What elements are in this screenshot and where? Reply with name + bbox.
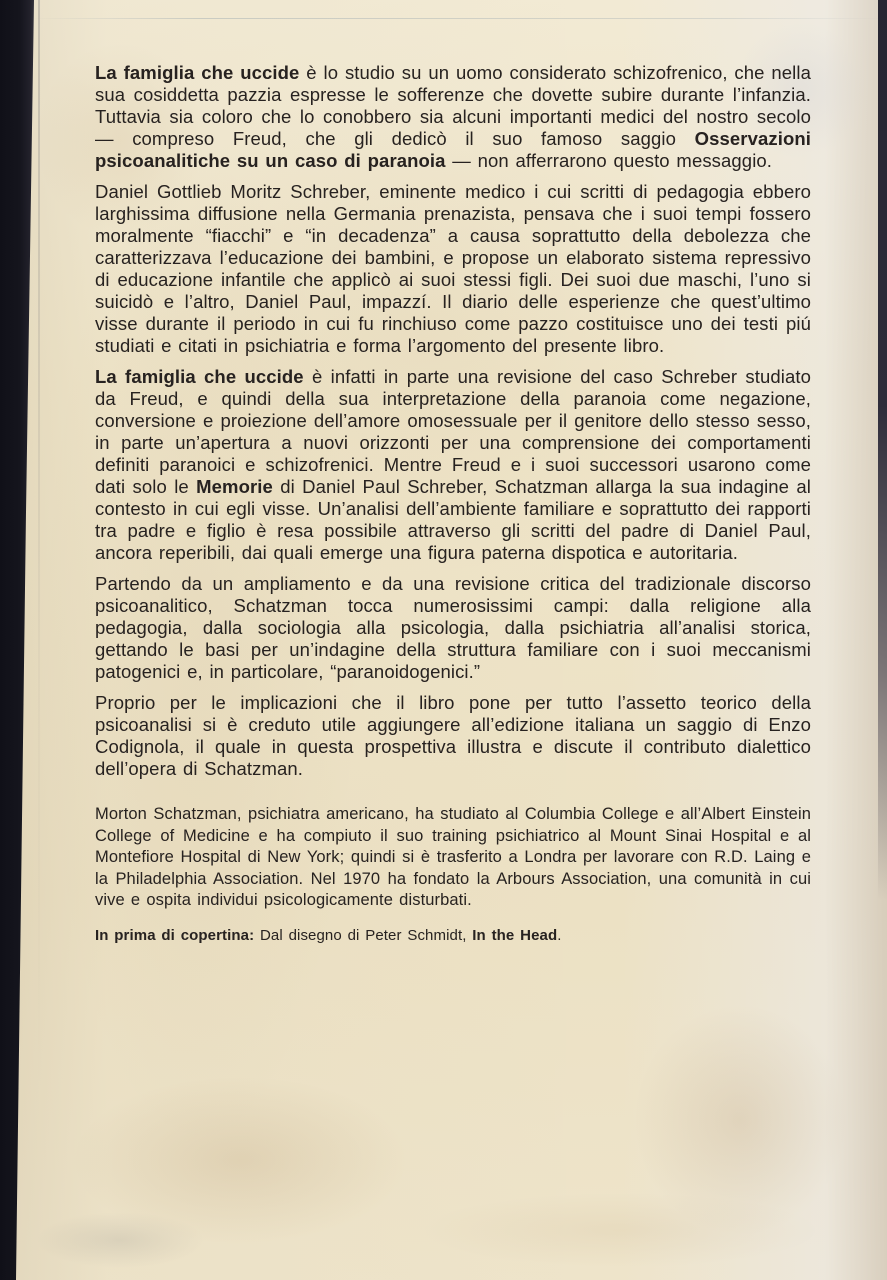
cover-art-credit (95, 926, 811, 946)
text-run: di Daniel Paul Schreber, Schatzman allarga la sua indagine al contesto in cui egli visse. Un’analisi dell’ambiente familiare e soprattutto dei rapporti tra padre e figlio è resa possibile attraverso gli scritti del padre di Daniel Paul, ancora reperibili, dai quali emerge una figura paterna dispotica e autoritaria. (95, 476, 811, 563)
paragraph-synopsis (95, 62, 811, 172)
text-run: è lo studio su un uomo considerato schizofrenico, che nella sua cosiddetta pazzia espresse le sofferenze che dovette subire durante l’infanzia. Tuttavia sia coloro che lo conobbero sia alcuni importanti medici del nostro secolo — compreso Freud, che gli dedicò il suo famoso saggio (95, 62, 811, 149)
text-run: — non afferrarono questo messaggio. (445, 150, 773, 171)
essay-title-text: Osservazioni psicoanalitiche su un caso di paranoia (95, 128, 811, 171)
text-run: Dal disegno di Peter Schmidt, (254, 926, 473, 944)
page-edge-shadow (878, 0, 887, 900)
text-run: Partendo da un ampliamento e da una revisione critica del tradizionale discorso psicoanalitico, Schatzman tocca numerosissimi campi: dalla religione alla pedagogia, dalla sociologia alla psicologia, dalla psichiatria all’analisi storica, gettando le basi per un’indagine della struttura familiare con i suoi meccanismi patogenici e, in particolare, “paranoidogenici.” (95, 573, 811, 682)
hinge-crease-line (38, 0, 40, 1100)
book-title-text: La famiglia che uccide (95, 366, 304, 387)
credit-label: In prima di copertina: (95, 926, 255, 944)
paragraph-scope (95, 573, 811, 683)
memorie-title-text: Memorie (196, 476, 273, 497)
text-run: Proprio per le implicazioni che il libro pone per tutto l’assetto teorico della psicoanalisi si è creduto utile aggiungere all’edizione italiana un saggio di Enzo Codignola, il quale in questa prospettiva illustra e discute il contributo dialettico dell’opera di Schatzman. (95, 692, 811, 779)
back-cover-text (95, 62, 811, 955)
book-title-text: La famiglia che uccide (95, 62, 300, 83)
paragraph-schreber (95, 181, 811, 357)
paragraph-revision (95, 366, 811, 564)
text-run: è infatti in parte una revisione del caso Schreber studiato da Freud, e quindi della sua interpretazione della paranoia come negazione, conversione e proiezione dell’amore omosessuale per il genitore dello stesso sesso, in parte un’apertura a nuovi orizzonti per una comprensione dei comportamenti definiti paranoici e schizofrenici. Mentre Freud e i suoi successori usarono come dati solo le (95, 366, 812, 497)
artwork-title-text: In the Head (472, 926, 558, 944)
book-spine-edge (0, 0, 36, 1280)
paragraph-codignola (95, 692, 811, 780)
text-run: Daniel Gottlieb Moritz Schreber, eminente medico i cui scritti di pedagogia ebbero larghissima diffusione nella Germania prenazista, pensava che i suoi tempi fossero moralmente “fiacchi” e “in decadenza” a causa soprattutto della debolezza che caratterizzava l’educazione dei bambini, e propose un elaborato sistema repressivo di educazione infantile che applicò ai suoi stessi figli. Dei suoi due maschi, l’uno si suicidò e l’altro, Daniel Paul, impazzí. Il diario delle esperienze che quest’ultimo visse durante il periodo in cui fu rinchiuso come pazzo costituisce uno dei testi piú studiati e citati in psichiatria e forma l’argomento del presente libro. (95, 181, 811, 356)
text-run: Morton Schatzman, psichiatra americano, ha studiato al Columbia College e all’Albert Einstein College of Medicine e ha compiuto il suo training psichiatrico al Mount Sinai Hospital e al Montefiore Hospital di New York; quindi si è trasferito a Londra per lavorare con R.D. Laing e la Philadelphia Association. Nel 1970 ha fondato la Arbours Association, una comunità in cui vive e ospita individui psicologicamente disturbati. (95, 805, 811, 909)
text-run: . (557, 926, 562, 944)
top-crease-line (30, 18, 887, 19)
author-bio (95, 804, 811, 912)
